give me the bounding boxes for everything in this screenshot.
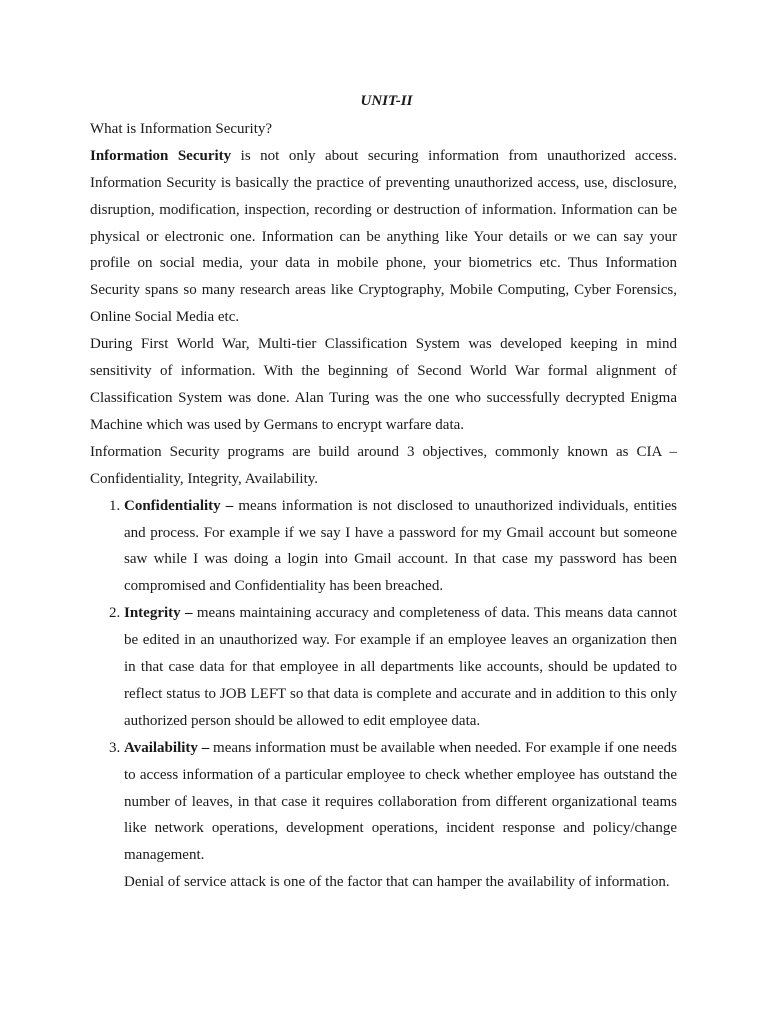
document-page — [90, 88, 677, 896]
intro-text: is not only about securing information from unauthorized access. Information Security is basically the practice of preventing unauthorized access, use, disclosure, disruption, modification, inspection, recording or destruction of information. Information can be physical or electronic one. Information can be anything like Your details or we can say your profile on social media, your data in mobile phone, your biometrics etc. Thus Information Security spans so many research areas like Cryptography, Mobile Computing, Cyber Forensics, Online Social Media etc. — [90, 147, 677, 326]
objective-term: Confidentiality – — [124, 497, 234, 514]
intro-bold-term: Information Security — [90, 147, 232, 164]
intro-paragraph — [90, 143, 677, 331]
history-paragraph: During First World War, Multi-tier Classification System was developed keeping in mind sensitivity of information. With the beginning of Second World War formal alignment of Classification System was done. Alan Turing was the one who successfully decrypted Enigma Machine which was used by Germans to encrypt warfare data. — [90, 336, 677, 433]
list-item-integrity — [124, 600, 677, 735]
objective-text: means maintaining accuracy and completeness of data. This means data cannot be edited in an unauthorized way. For example if an employee leaves an organization then in that case data for that employee in all departments like accounts, should be updated to reflect status to JOB LEFT so that data is complete and accurate and in addition to this only authorized person should be allowed to edit employee data. — [124, 605, 678, 729]
unit-heading: UNIT-II — [360, 93, 413, 109]
list-item-confidentiality — [124, 493, 677, 601]
objective-term: Integrity – — [124, 605, 193, 622]
objectives-list — [90, 493, 677, 870]
list-item-availability — [124, 735, 677, 870]
closing-paragraph: Denial of service attack is one of the factor that can hamper the availability of information. — [124, 874, 670, 891]
cia-intro-paragraph: Information Security programs are build around 3 objectives, commonly known as CIA – Confidentiality, Integrity, Availability. — [90, 443, 677, 487]
question-line: What is Information Security? — [90, 120, 273, 137]
objective-text: means information is not disclosed to unauthorized individuals, entities and process. For example if we say I have a password for my Gmail account but someone saw while I was doing a login into Gmail account. In that case my password has been compromised and Confidentiality has been breached. — [124, 497, 677, 595]
objective-text: means information must be available when needed. For example if one needs to access information of a particular employee to check whether employee has outstand the number of leaves, in that case it requires collaboration from different organizational teams like network operations, development operations, incident response and policy/change management. — [124, 739, 677, 864]
objective-term: Availability – — [124, 739, 210, 756]
